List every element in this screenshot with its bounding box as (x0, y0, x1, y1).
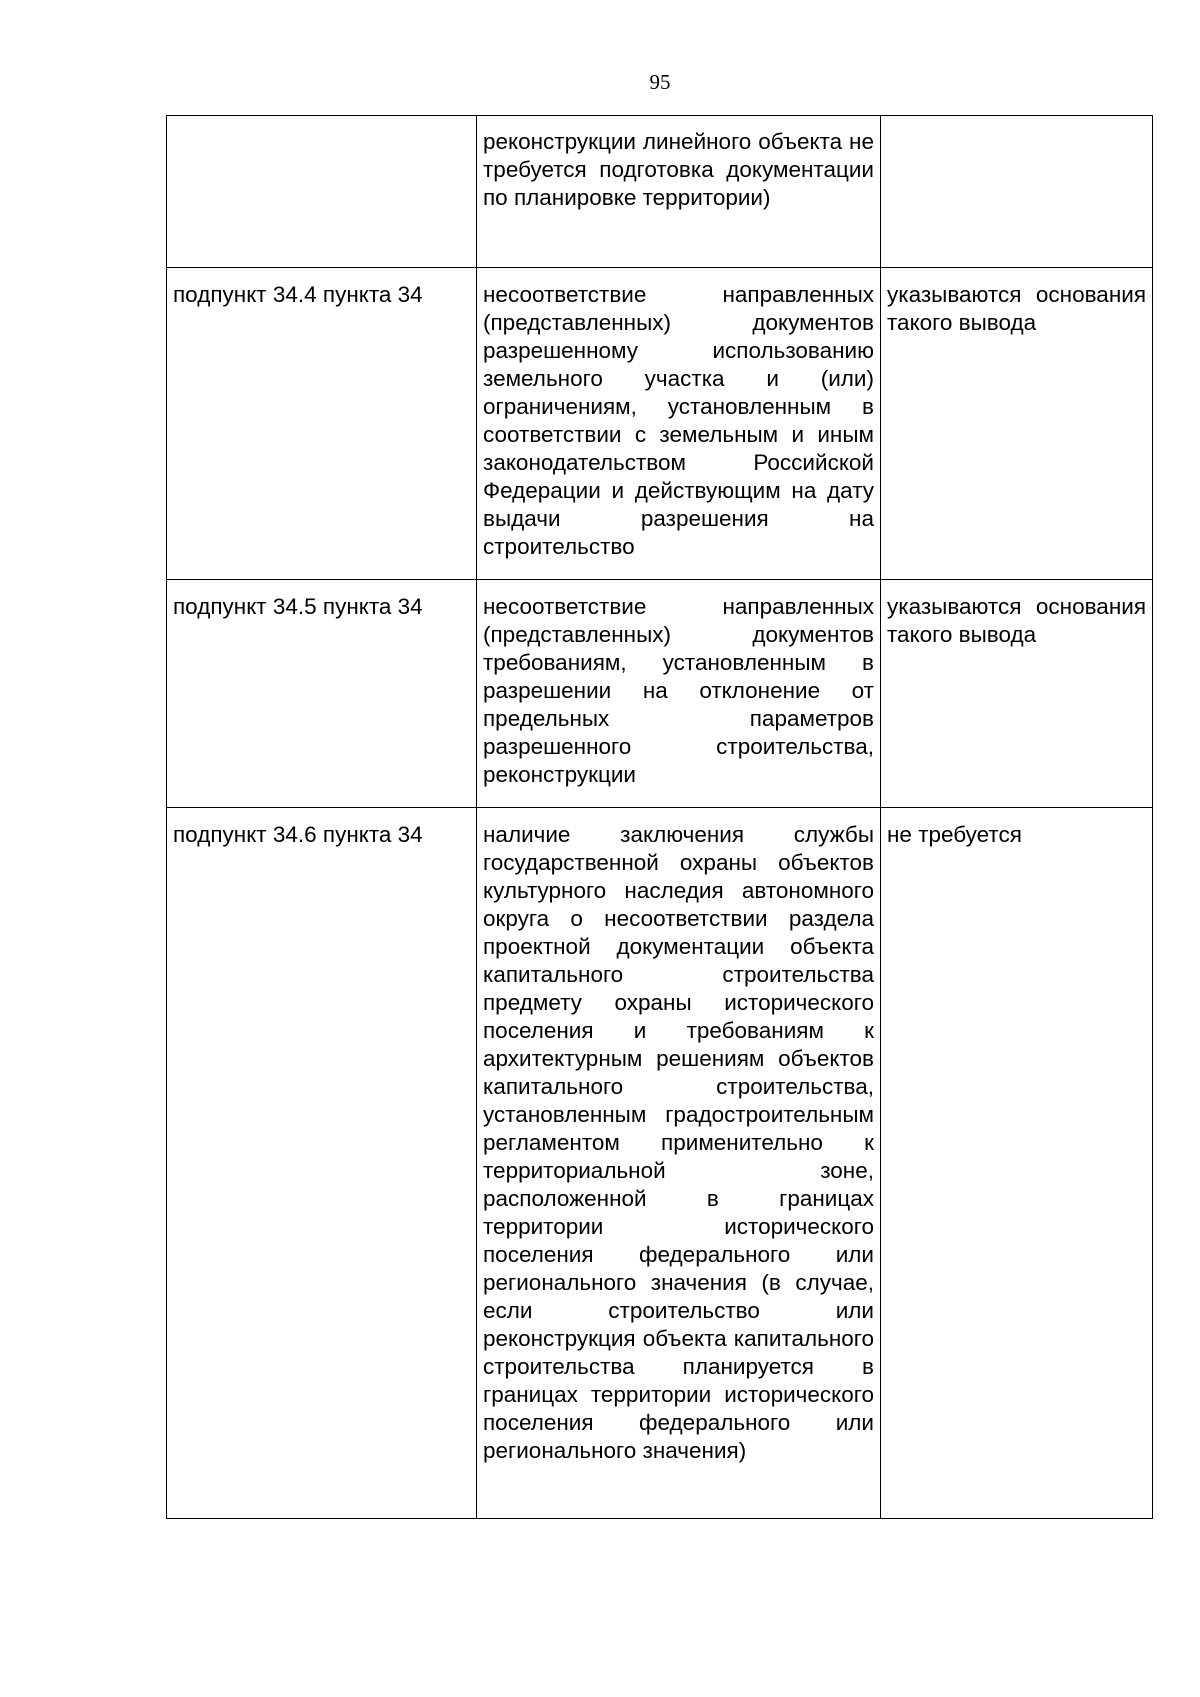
explanation-cell (881, 116, 1153, 268)
refusal-grounds-table (166, 115, 1153, 1519)
explanation-cell: указываются основания такого вывода (881, 268, 1153, 580)
clause-reference-cell: подпункт 34.5 пункта 34 (167, 580, 477, 808)
refusal-reason-cell: наличие заключения службы государственной охраны объектов культурного наследия автономного округа о несоответствии раздела проектной документации объекта капитального строительства предмету охраны исторического поселения и требованиям к архитектурным решениям объектов капитального строительства, установленным градостроительным регламентом применительно к территориальной зоне, расположенной в границах территории исторического поселения федерального или регионального значения (в случае, если строительство или реконструкция объекта капитального строительства планируется в границах территории исторического поселения федерального или регионального значения) (477, 808, 881, 1519)
refusal-reason-cell: несоответствие направленных (представленных) документов требованиям, установленным в разрешении на отклонение от предельных параметров разрешенного строительства, реконструкции (477, 580, 881, 808)
clause-reference-cell: подпункт 34.4 пункта 34 (167, 268, 477, 580)
refusal-reason-cell: несоответствие направленных (представленных) документов разрешенному использованию земельного участка и (или) ограничениям, установленным в соответствии с земельным и иным законодательством Российской Федерации и действующим на дату выдачи разрешения на строительство (477, 268, 881, 580)
clause-reference-cell: подпункт 34.6 пункта 34 (167, 808, 477, 1519)
table-row (167, 580, 1153, 808)
table-row (167, 268, 1153, 580)
table-row (167, 808, 1153, 1519)
explanation-cell: не требуется (881, 808, 1153, 1519)
table-row (167, 116, 1153, 268)
refusal-reason-cell: реконструкции линейного объекта не требуется подготовка документации по планировке территории) (477, 116, 881, 268)
page-number: 95 (649, 70, 671, 94)
clause-reference-cell (167, 116, 477, 268)
explanation-cell: указываются основания такого вывода (881, 580, 1153, 808)
